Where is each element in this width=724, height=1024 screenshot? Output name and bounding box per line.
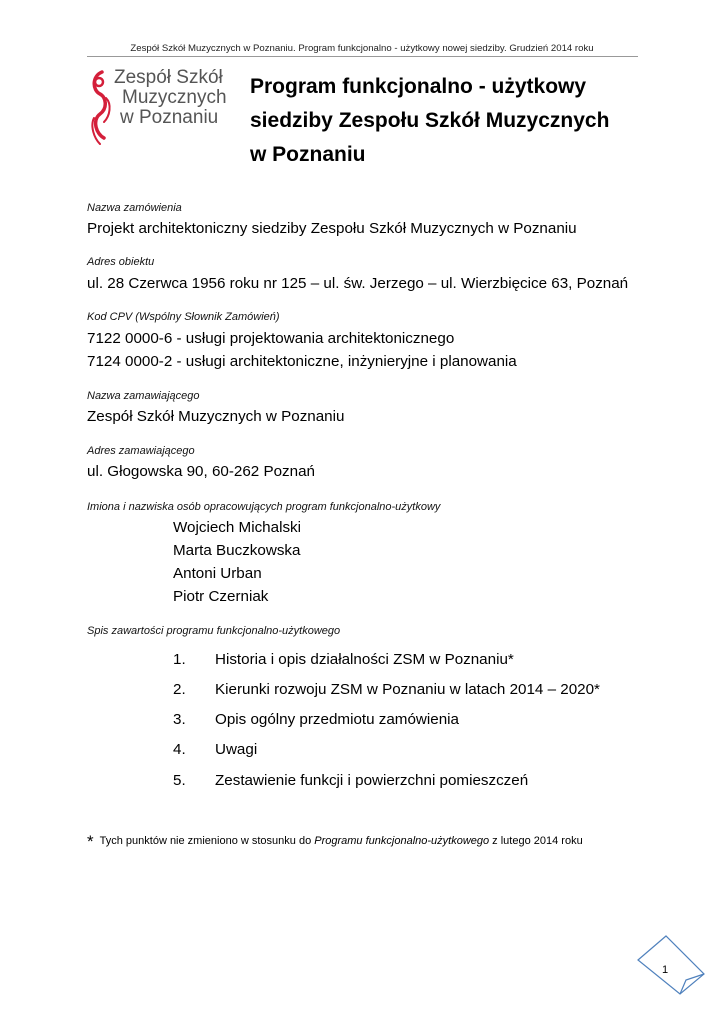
logo-line-2: Muzycznych [122,87,227,108]
toc-item-number: 4. [173,741,186,758]
orderer-address-value: ul. Głogowska 90, 60-262 Poznań [87,463,315,480]
author-name: Antoni Urban [173,565,262,582]
toc-item-text: Kierunki rozwoju ZSM w Poznaniu w latach 2014 – 2020* [215,681,600,698]
logo-wordmark [114,68,227,128]
page-corner-icon [636,934,706,996]
orderer-address-label: Adres zamawiającego [87,445,195,457]
toc-item-text: Opis ogólny przedmiotu zamówienia [215,711,459,728]
running-header: Zespół Szkół Muzycznych w Poznaniu. Program funkcjonalno - użytkowy nowej siedziby. Grudzień 2014 roku [130,43,594,54]
order-name-value: Projekt architektoniczny siedziby Zespołu Szkół Muzycznych w Poznaniu [87,220,577,237]
author-name: Marta Buczkowska [173,542,301,559]
document-title [250,70,670,172]
footnote-text-start: Tych punktów nie zmieniono w stosunku do [99,835,315,847]
toc-item-text: Historia i opis działalności ZSM w Poznaniu* [215,651,514,668]
toc-item-number: 1. [173,651,186,668]
toc-item-text: Uwagi [215,741,258,758]
footnote-marker: * [87,832,94,851]
footnote-text-italic: Programu funkcjonalno-użytkowego [314,835,490,847]
logo-line-1: Zespół Szkół [114,67,223,88]
object-address-label: Adres obiektu [87,256,155,268]
cpv-label: Kod CPV (Wspólny Słownik Zamówień) [87,311,280,323]
school-logo [86,68,246,148]
orderer-name-value: Zespół Szkół Muzycznych w Poznaniu [87,408,345,425]
title-line-3: w Poznaniu [250,143,366,166]
cpv-code-2: 7124 0000-2 - usługi architektoniczne, inżynieryjne i planowania [87,353,517,370]
violin-scroll-logo-icon [86,68,116,148]
order-name-label: Nazwa zamówienia [87,202,182,214]
toc-item-number: 2. [173,681,186,698]
title-line-1: Program funkcjonalno - użytkowy [250,75,587,98]
toc-item-number: 3. [173,711,186,728]
toc-item-text: Zestawienie funkcji i powierzchni pomieszczeń [215,772,529,789]
footnote-text-end: z lutego 2014 roku [489,835,583,847]
object-address-value: ul. 28 Czerwca 1956 roku nr 125 – ul. św. Jerzego – ul. Wierzbięcice 63, Poznań [87,275,629,292]
cpv-code-1: 7122 0000-6 - usługi projektowania architektonicznego [87,330,455,347]
orderer-name-label: Nazwa zamawiającego [87,390,200,402]
author-name: Piotr Czerniak [173,588,269,605]
toc-item-number: 5. [173,772,186,789]
contents-label: Spis zawartości programu funkcjonalno-użytkowego [87,625,341,637]
footnote [87,832,583,852]
logo-line-3: w Poznaniu [120,107,219,128]
title-line-2: siedziby Zespołu Szkół Muzycznych [250,109,610,132]
authors-label: Imiona i nazwiska osób opracowujących program funkcjonalno-użytkowy [87,501,441,513]
page-number: 1 [662,964,669,976]
author-name: Wojciech Michalski [173,519,302,536]
header-divider [87,56,638,57]
